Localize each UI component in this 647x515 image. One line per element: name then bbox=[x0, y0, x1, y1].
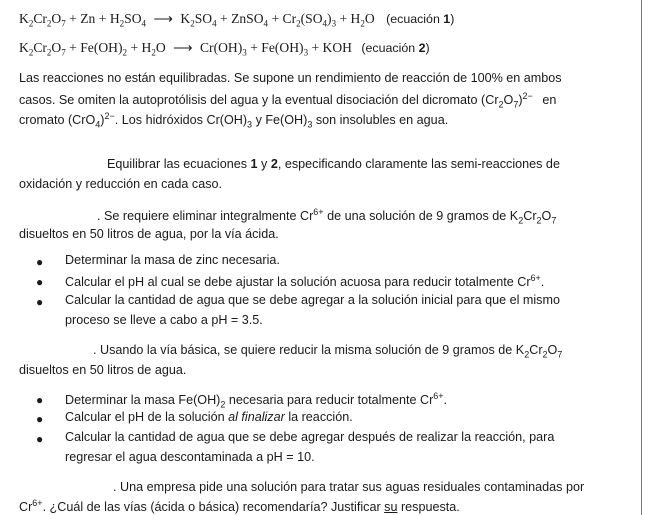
question-3-line-1: . Usando la vía básica, se quiere reducir la misma solución de 9 gramos de $K_2Cr_2O_7$ bbox=[93, 343, 563, 360]
question-2-bullet-3: Calcular la cantidad de agua que se debe agregar a la solución inicial para que el mismo bbox=[65, 293, 560, 307]
equation-1-label: (ecuación 1) bbox=[386, 12, 455, 26]
intro-line-1: Las reacciones no están equilibradas. Se supone un rendimiento de reacción de 100% en ambos bbox=[19, 71, 562, 85]
question-3-bullet-3: Calcular la cantidad de agua que se debe agregar después de realizar la reacción, para bbox=[65, 430, 555, 444]
question-3-bullet-1: Determinar la masa $Fe(OH)_2$ necesaria para reducir totalmente $Cr^{6+}$. bbox=[65, 391, 448, 410]
question-2-bullet-1: Determinar la masa de zinc necesaria. bbox=[65, 253, 280, 267]
question-3-bullet-2: Calcular el pH de la solución al finalizar la reacción. bbox=[65, 410, 353, 424]
equation-1: $K_2Cr_2O_7 + Zn + H_2SO_4$ ⟶ $K_2SO_4$ + ZnSO$_4$ + $Cr_2(SO_4)_3 + H_2O$ (ecuación 1) bbox=[19, 11, 455, 29]
bullet-icon: ● bbox=[36, 295, 44, 309]
bullet-icon: ● bbox=[36, 393, 44, 407]
intro-line-3: cromato $(CrO_4)^{2-}$. Los hidróxidos $Cr(OH)_3$ y $Fe(OH)_3$ son insolubles en agua. bbox=[19, 111, 449, 130]
reaction-arrow: ⟶ bbox=[153, 11, 173, 26]
reaction-arrow: ⟶ bbox=[173, 40, 193, 55]
bullet-icon: ● bbox=[36, 255, 44, 269]
intro-line-2: casos. Se omiten la autoprotólisis del agua y la eventual disociación del dicromato $(Cr_2O_7)^{2-}$ en bbox=[19, 91, 557, 110]
question-2-bullet-3-cont: proceso se lleve a cabo a pH = 3.5. bbox=[65, 313, 263, 327]
question-3-bullet-3-cont: regresar el agua descontaminada a pH = 10. bbox=[65, 450, 315, 464]
bullet-icon: ● bbox=[36, 412, 44, 426]
bullet-icon: ● bbox=[36, 432, 44, 446]
equation-2-label: (ecuación 2) bbox=[361, 41, 430, 55]
bullet-icon: ● bbox=[36, 275, 44, 289]
question-2-line-1: . Se requiere eliminar integralmente $Cr^{6+}$ de una solución de 9 gramos de $K_2Cr_2O_7$ bbox=[97, 207, 557, 226]
question-1-line-1: Equilibrar las ecuaciones 1 y 2, especificando claramente las semi-reacciones de bbox=[107, 157, 560, 171]
question-2-bullet-2: Calcular el pH al cual se debe ajustar la solución acuosa para reducir totalmente $Cr^{6+}$. bbox=[65, 273, 545, 290]
question-3-line-2: disueltos en 50 litros de agua. bbox=[19, 363, 187, 377]
question-1-line-2: oxidación y reducción en cada caso. bbox=[19, 177, 223, 191]
question-2-line-2: disueltos en 50 litros de agua, por la vía ácida. bbox=[19, 227, 279, 241]
equation-2: $K_2Cr_2O_7 + Fe(OH)_2 + H_2O$ ⟶ $Cr(OH)_3 + Fe(OH)_3$ + KOH (ecuación 2) bbox=[19, 40, 430, 58]
question-4-line-2: $Cr^{6+}$. ¿Cuál de las vías (ácida o básica) recomendaría? Justificar su respuesta. bbox=[19, 498, 460, 515]
question-4-line-1: . Una empresa pide una solución para tratar sus aguas residuales contaminadas por bbox=[113, 480, 585, 494]
page-edge-divider bbox=[641, 0, 642, 515]
